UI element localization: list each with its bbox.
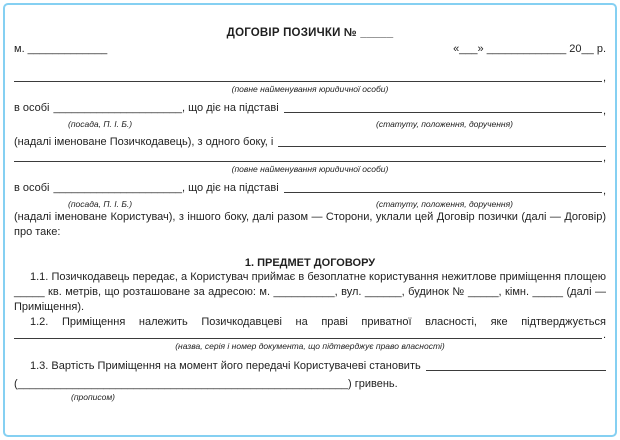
rep-name-blank: _____________________ bbox=[53, 182, 182, 194]
lender-representative-line bbox=[14, 101, 606, 115]
caption-basis: (статуту, положення, доручення) bbox=[376, 119, 513, 129]
lender-tail-line bbox=[14, 135, 606, 149]
lender-name-blank-line bbox=[14, 72, 606, 84]
rep-prefix-text: в особі bbox=[14, 102, 50, 114]
user-representative-line bbox=[14, 181, 606, 195]
rep-prefix-text: в особі bbox=[14, 182, 50, 194]
place-date-row bbox=[14, 42, 606, 56]
caption-position: (посада, П. І. Б.) bbox=[68, 119, 133, 129]
amount-in-words-blank: (______________________________________________________) гривень. bbox=[14, 378, 398, 390]
clause-1-1-paragraph: 1.1. Позичкодавець передає, а Користувач приймає в безоплатне користування нежитлове приміщення площею _____ кв. метрів, що розташоване за адресою: м. __________, вул. ______, будинок № _____, кімн. _____ (далі — Приміщення). bbox=[14, 271, 606, 313]
rep-mid-text: , що діє на підставі bbox=[182, 102, 279, 114]
clause-1-3-line bbox=[14, 359, 606, 373]
date-blank: «___» _____________ 20__ р. bbox=[453, 43, 606, 55]
user-name-caption: (повне найменування юридичної особи) bbox=[231, 164, 389, 174]
rep-basis-blank-line bbox=[284, 112, 602, 113]
user-name-blank-line bbox=[14, 152, 606, 164]
lender-name-caption: (повне найменування юридичної особи) bbox=[231, 84, 389, 94]
user-captions-row bbox=[14, 199, 606, 210]
rep-mid-text: , що діє на підставі bbox=[182, 182, 279, 194]
blank-line bbox=[14, 338, 602, 339]
comma-char: , bbox=[602, 185, 606, 197]
amount-blank-line bbox=[426, 370, 606, 371]
contract-title: ДОГОВІР ПОЗИЧКИ № _____ bbox=[226, 27, 394, 39]
comma-char: , bbox=[602, 72, 606, 84]
blank-line bbox=[14, 161, 602, 162]
comma-char: , bbox=[602, 152, 606, 164]
caption-basis: (статуту, положення, доручення) bbox=[376, 199, 513, 209]
ownership-document-blank-line bbox=[14, 329, 606, 341]
section-heading: 1. ПРЕДМЕТ ДОГОВОРУ bbox=[244, 257, 376, 269]
clause-1-2-paragraph: 1.2. Приміщення належить Позичкодавцеві на праві приватної власності, яке підтверджується bbox=[30, 316, 606, 328]
clause-1-3-text: 1.3. Вартість Приміщення на момент його передачі Користувачеві становить bbox=[30, 360, 421, 372]
second-party-name-blank-line bbox=[278, 146, 606, 147]
period-char: . bbox=[602, 329, 606, 341]
ownership-document-caption: (назва, серія і номер документа, що підтверджує право власності) bbox=[175, 341, 445, 351]
amount-in-words-line bbox=[14, 377, 606, 391]
user-tail-paragraph: (надалі іменоване Користувач), з іншого боку, далі разом — Сторони, уклали цей Договір позички (далі — Договір) про таке: bbox=[14, 211, 606, 238]
blank-line bbox=[14, 81, 602, 82]
rep-basis-blank-line bbox=[284, 192, 602, 193]
place-blank: м. _____________ bbox=[14, 43, 108, 55]
lender-tail-text: (надалі іменоване Позичкодавець), з одного боку, і bbox=[14, 136, 274, 148]
rep-name-blank: _____________________ bbox=[53, 102, 182, 114]
caption-position: (посада, П. І. Б.) bbox=[68, 199, 133, 209]
comma-char: , bbox=[602, 105, 606, 117]
amount-in-words-caption: (прописом) bbox=[71, 392, 116, 402]
document-frame bbox=[3, 3, 617, 437]
lender-captions-row bbox=[14, 119, 606, 130]
